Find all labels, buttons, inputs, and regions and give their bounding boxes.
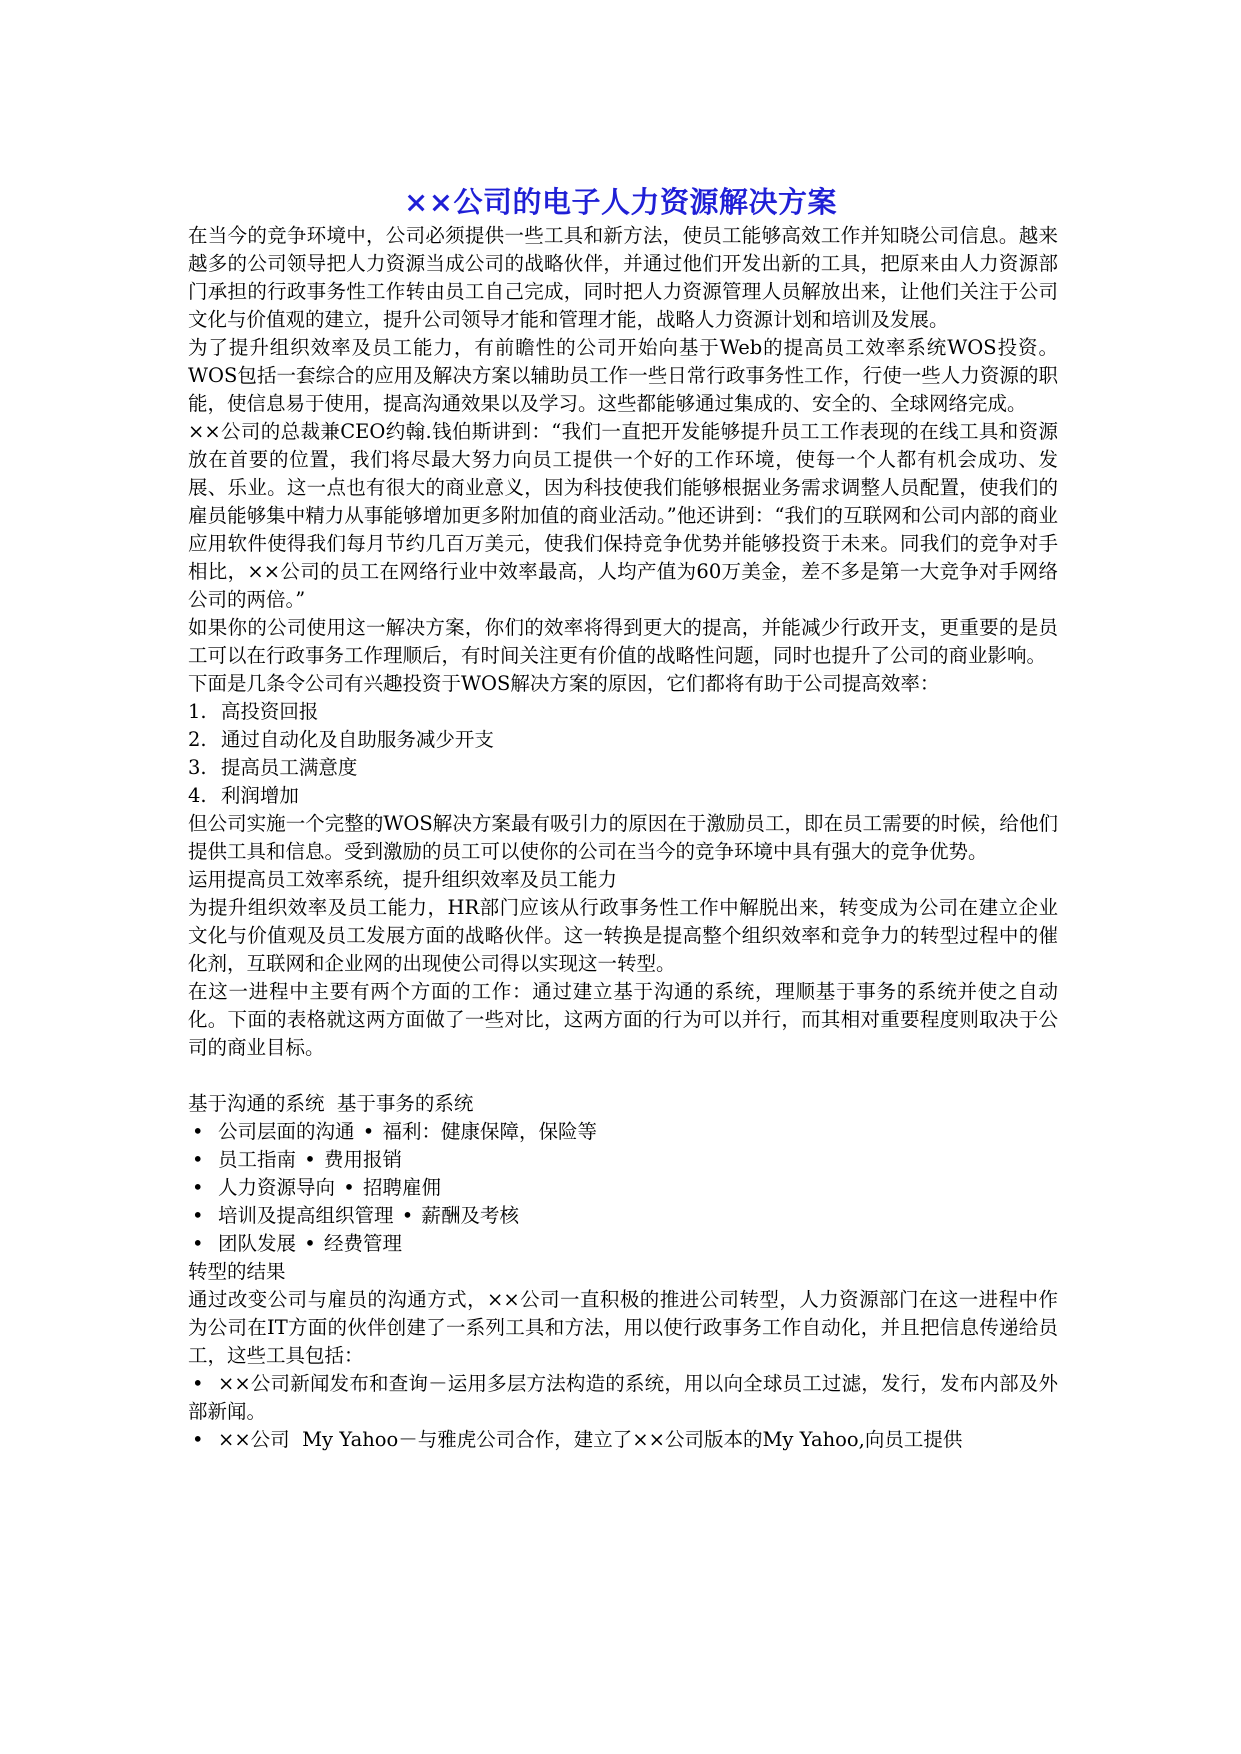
tool-item-text: ××公司新闻发布和查询－运用多层方法构造的系统，用以向全球员工过滤，发行，发布内部及外部新闻。 [188, 1372, 1058, 1423]
bullet-icon: • [362, 1120, 375, 1143]
numbered-list [188, 698, 1058, 810]
comparison-right: 薪酬及考核 [421, 1204, 520, 1227]
paragraph-two-aspects: 在这一进程中主要有两个方面的工作：通过建立基于沟通的系统，理顺基于事务的系统并使之自动化。下面的表格就这两方面做了一些对比，这两方面的行为可以并行，而其相对重要程度则取决于公司的商业目标。 [188, 980, 1058, 1059]
list-item-text: 利润增加 [220, 784, 299, 807]
tools-list [188, 1370, 1058, 1454]
document-body [188, 222, 1058, 1454]
paragraph-ceo-quote: ××公司的总裁兼CEO约翰.钱伯斯讲到：“我们一直把开发能够提升员工工作表现的在线工具和资源放在首要的位置，我们将尽最大努力向员工提供一个好的工作环境，使每一个人都有机会成功、发展、乐业。这一点也有很大的商业意义，因为科技使我们能够根据业务需求调整人员配置，使我们的雇员能够集中精力从事能够增加更多附加值的商业活动。”他还讲到：“我们的互联网和公司内部的商业应用软件使得我们每月节约几百万美元，使我们保持竞争优势并能够投资于未来。同我们的竞争对手相比，××公司的员工在网络行业中效率最高，人均产值为60万美金，差不多是第一大竞争对手网络公司的两倍。” [188, 420, 1058, 611]
bullet-icon: • [192, 1120, 204, 1143]
comparison-left: 员工指南 [218, 1148, 297, 1171]
bullet-icon: • [192, 1176, 204, 1199]
list-item-text: 通过自动化及自助服务减少开支 [220, 728, 494, 751]
list-item [188, 782, 1058, 810]
list-item-text: 提高员工满意度 [220, 756, 358, 779]
tool-item-text: ××公司 My Yahoo－与雅虎公司合作，建立了××公司版本的My Yahoo,向员工提供 [218, 1428, 963, 1451]
list-item [188, 726, 1058, 754]
bullet-icon: • [343, 1176, 355, 1199]
list-item-number: 4. [188, 784, 207, 807]
comparison-row [188, 1202, 1058, 1230]
list-item-number: 2. [188, 728, 207, 751]
list-item-number: 3. [188, 756, 207, 779]
paragraph-intro: 在当今的竞争环境中，公司必须提供一些工具和新方法，使员工能够高效工作并知晓公司信息。越来越多的公司领导把人力资源当成公司的战略伙伴，并通过他们开发出新的工具，把原来由人力资源部门承担的行政事务性工作转由员工自己完成，同时把人力资源管理人员解放出来，让他们关注于公司文化与价值观的建立，提升公司领导才能和管理才能，战略人力资源计划和培训及发展。 [188, 224, 1058, 331]
bullet-icon: • [192, 1148, 204, 1171]
bullet-icon: • [304, 1148, 316, 1171]
bullet-icon: • [192, 1428, 204, 1451]
comparison-row [188, 1230, 1058, 1258]
comparison-header: 基于沟通的系统 基于事务的系统 [188, 1092, 474, 1115]
comparison-row [188, 1146, 1058, 1174]
blank-line [188, 1062, 1058, 1090]
bullet-icon: • [192, 1372, 204, 1395]
comparison-row [188, 1174, 1058, 1202]
list-item [188, 698, 1058, 726]
paragraph-wos-investment: 为了提升组织效率及员工能力，有前瞻性的公司开始向基于Web的提高员工效率系统WOS投资。WOS包括一套综合的应用及解决方案以辅助员工作一些日常行政事务性工作，行使一些人力资源的职能，使信息易于使用，提高沟通效果以及学习。这些都能够通过集成的、安全的、全球网络完成。 [188, 336, 1058, 415]
bullet-icon: • [304, 1232, 316, 1255]
paragraph-hr-transition: 为提升组织效率及员工能力，HR部门应该从行政事务性工作中解脱出来，转变成为公司在建立企业文化与价值观及员工发展方面的战略伙伴。这一转换是提高整个组织效率和竞争力的转型过程中的催化剂，互联网和企业网的出现使公司得以实现这一转型。 [188, 896, 1058, 975]
tool-item [188, 1370, 1058, 1426]
comparison-left: 团队发展 [218, 1232, 297, 1255]
comparison-right: 费用报销 [324, 1148, 403, 1171]
document-title: ××公司的电子人力资源解决方案 [403, 185, 838, 219]
bullet-icon: • [401, 1204, 414, 1227]
paragraph-reasons-intro: 下面是几条令公司有兴趣投资于WOS解决方案的原因，它们都将有助于公司提高效率： [188, 672, 940, 695]
comparison-left: 人力资源导向 [218, 1176, 336, 1199]
bullet-icon: • [192, 1232, 204, 1255]
list-item-number: 1. [188, 700, 207, 723]
list-item [188, 754, 1058, 782]
comparison-right: 福利：健康保障，保险等 [382, 1120, 598, 1143]
bullet-icon: • [192, 1204, 204, 1227]
comparison-row [188, 1118, 1058, 1146]
comparison-left: 培训及提高组织管理 [218, 1204, 394, 1227]
list-item-text: 高投资回报 [220, 700, 319, 723]
comparison-list [188, 1118, 1058, 1258]
paragraph-efficiency: 如果你的公司使用这一解决方案，你们的效率将得到更大的提高，并能减少行政开支，更重要的是员工可以在行政事务工作理顺后，有时间关注更有价值的战略性问题，同时也提升了公司的商业影响。 [188, 616, 1058, 667]
paragraph-motivation: 但公司实施一个完整的WOS解决方案最有吸引力的原因在于激励员工，即在员工需要的时候，给他们提供工具和信息。受到激励的员工可以使你的公司在当今的竞争环境中具有强大的竞争优势。 [188, 812, 1058, 863]
section-heading-results: 转型的结果 [188, 1260, 286, 1283]
paragraph-transformation: 通过改变公司与雇员的沟通方式，××公司一直积极的推进公司转型，人力资源部门在这一进程中作为公司在IT方面的伙伴创建了一系列工具和方法，用以使行政事务工作自动化，并且把信息传递给员工，这些工具包括： [188, 1288, 1058, 1367]
comparison-right: 招聘雇佣 [363, 1176, 442, 1199]
section-heading-wos: 运用提高员工效率系统，提升组织效率及员工能力 [188, 868, 618, 891]
comparison-right: 经费管理 [324, 1232, 403, 1255]
comparison-left: 公司层面的沟通 [218, 1120, 355, 1143]
tool-item [188, 1426, 1058, 1454]
